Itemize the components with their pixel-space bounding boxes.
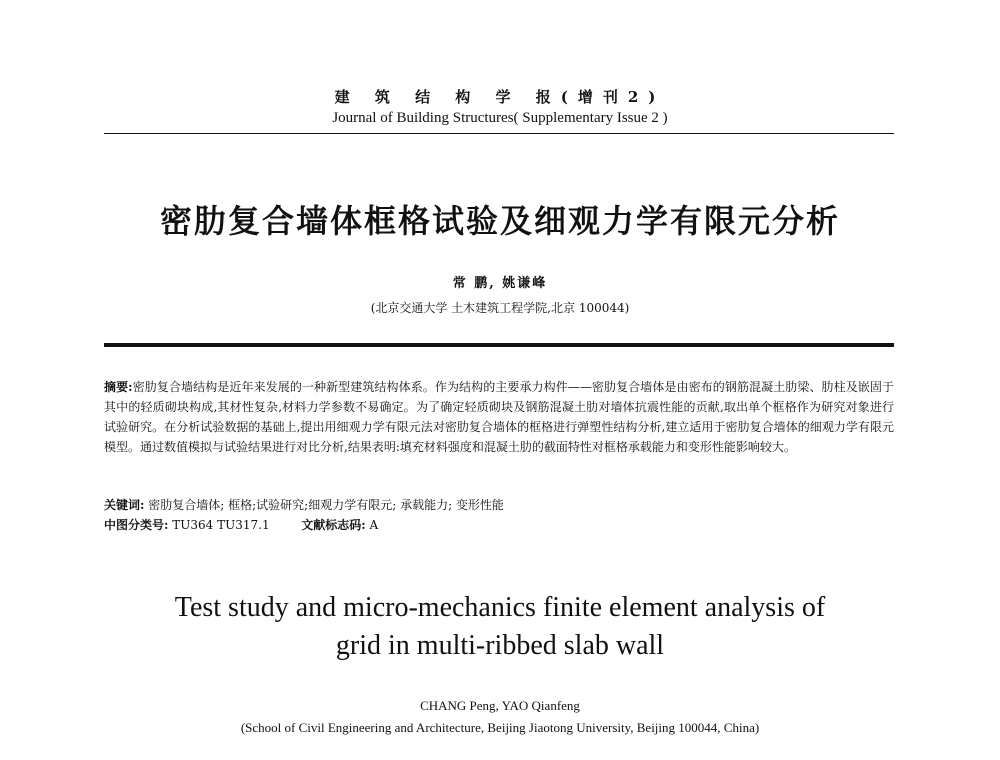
authors-cn: 常 鹏, 姚谦峰 (452, 276, 548, 291)
clc-text: TU364 TU317.1 (172, 518, 270, 532)
title-en-line-2: grid in multi-ribbed slab wall (335, 630, 665, 661)
doc-code-text: A (369, 518, 379, 532)
journal-name-en: Journal of Building Structures( Supplementary Issue 2 ) (332, 110, 668, 126)
article-title-cn: 密肋复合墙体框格试验及细观力学有限元分析 (159, 202, 840, 240)
abstract-text: 密肋复合墙结构是近年来发展的一种新型建筑结构体系。作为结构的主要承力构件——密肋复合墙体是由密布的钢筋混凝土肋梁、肋柱及嵌固于其中的轻质砌块构成,其材性复杂,材料力学参数不易确定。为了确定轻质砌块及钢筋混凝土肋对墙体抗震性能的贡献,取出单个框格作为研究对象进行试验研究。在分析试验数据的基础上,提出用细观力学有限元法对密肋复合墙体的框格进行弹塑性结构分析,建立适用于密肋复合墙体的细观力学有限元模型。通过数值模拟与试验结果进行对比分析,结果表明:填充材料强度和混凝土肋的截面特性对框格承载能力和变形性能影响较大。 (104, 380, 894, 454)
abstract-rule (104, 343, 894, 347)
header-rule (104, 133, 894, 134)
article-title-en (0, 589, 1000, 665)
doc-code-label: 文献标志码: (301, 518, 366, 532)
title-en-line-1: Test study and micro-mechanics finite element analysis of (174, 592, 826, 623)
clc-label: 中图分类号: (104, 518, 169, 532)
keywords-line (104, 495, 894, 515)
keywords-text: 密肋复合墙体; 框格;试验研究;细观力学有限元; 承载能力; 变形性能 (148, 498, 504, 512)
authors-en: CHANG Peng, YAO Qianfeng (420, 698, 580, 713)
affiliation-en: (School of Civil Engineering and Architecture, Beijing Jiaotong University, Beijing 100044, China) (240, 720, 760, 735)
abstract-label: 摘要: (104, 380, 133, 394)
keywords-label: 关键词: (104, 498, 145, 512)
journal-name-cn: 建 筑 结 构 学 报(增刊2) (334, 88, 666, 106)
classification-line (104, 515, 894, 535)
abstract-cn (104, 377, 894, 457)
affiliation-cn: (北京交通大学 土木建筑工程学院,北京 100044) (370, 301, 630, 315)
